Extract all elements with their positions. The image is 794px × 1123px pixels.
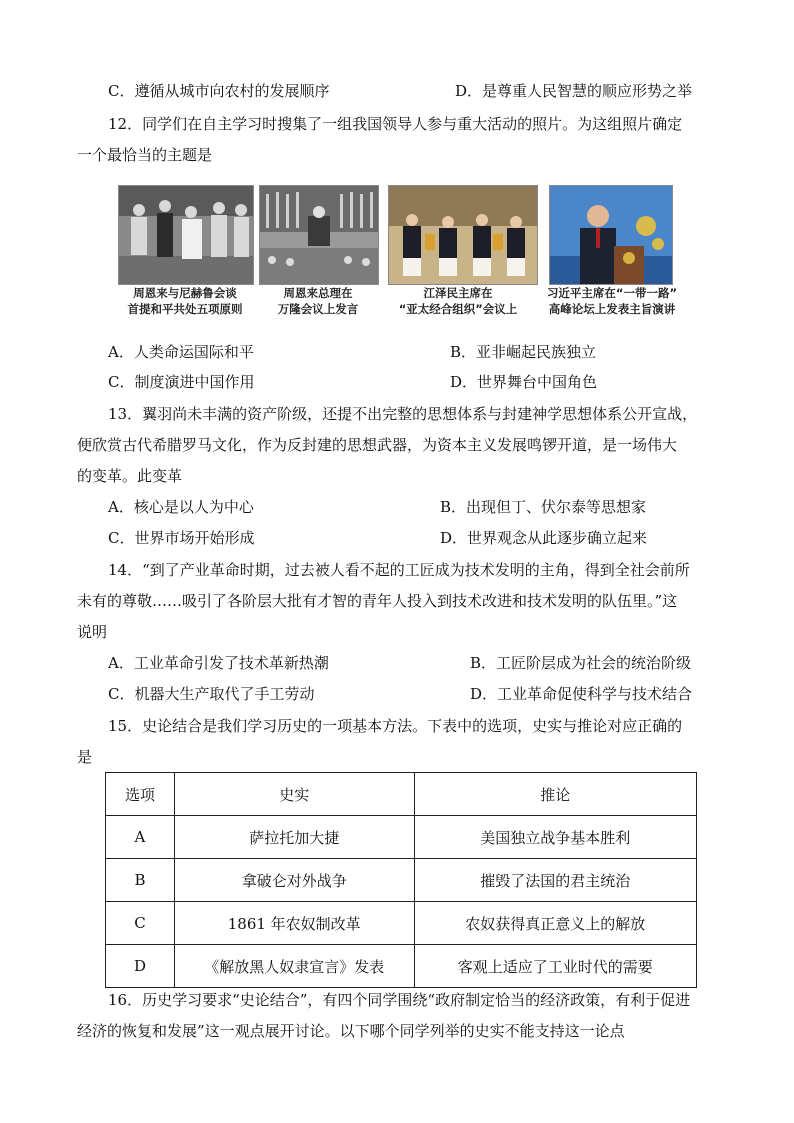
photo-caption-3: 江泽民主席在 “亚太经合组织”会议上	[398, 286, 518, 316]
table-cell: B	[106, 859, 175, 902]
q13-stem-line2: 便欣赏古代希腊罗马文化，作为反封建的思想武器，为资本主义发展鸣锣开道，是一场伟大	[77, 436, 678, 454]
table-header-cell: 推论	[414, 773, 696, 816]
q12-option-d: D．世界舞台中国角色	[450, 373, 598, 391]
photo-zhou-nehru	[118, 185, 254, 285]
table-row	[106, 816, 697, 859]
table-row	[106, 902, 697, 945]
photo-belt-and-road-forum	[549, 185, 673, 285]
table-cell: A	[106, 816, 175, 859]
q12-option-a: A．人类命运国际和平	[108, 343, 254, 361]
photo-caption-4: 习近平主席在“一带一路” 高峰论坛上发表主旨演讲	[546, 286, 678, 316]
q14-option-c: C．机器大生产取代了手工劳动	[108, 685, 315, 703]
q12-stem-line2: 一个最恰当的主题是	[77, 146, 213, 164]
table-header-cell: 选项	[106, 773, 175, 816]
table-cell: 摧毁了法国的君主统治	[414, 859, 696, 902]
table-cell: 拿破仑对外战争	[174, 859, 414, 902]
q14-option-a: A．工业革命引发了技术革新热潮	[108, 654, 329, 672]
q12-option-b: B．亚非崛起民族独立	[450, 343, 597, 361]
q13-option-a: A．核心是以人为中心	[108, 498, 254, 516]
q16-stem-line2: 经济的恢复和发展”这一观点展开讨论。以下哪个同学列举的史实不能支持这一论点	[77, 1022, 625, 1040]
q13-option-d: D．世界观念从此逐步确立起来	[440, 529, 648, 547]
q11-option-c: C．遵循从城市向农村的发展顺序	[108, 82, 330, 100]
table-cell: 美国独立战争基本胜利	[414, 816, 696, 859]
q15-stem-line1: 15．史论结合是我们学习历史的一项基本方法。下表中的选项，史实与推论对应正确的	[108, 717, 683, 735]
table-cell: 客观上适应了工业时代的需要	[414, 945, 696, 988]
table-cell: 萨拉托加大捷	[174, 816, 414, 859]
table-header-row	[106, 773, 697, 816]
q14-stem-line2: 未有的尊敬……吸引了各阶层大批有才智的青年人投入到技术改进和技术发明的队伍里。”这	[77, 592, 678, 610]
q13-stem-line3: 的变革。此变革	[77, 467, 183, 485]
q13-stem-line1: 13．翼羽尚未丰满的资产阶级，还提不出完整的思想体系与封建神学思想体系公开宣战，	[108, 405, 698, 423]
photo-bandung-conference	[259, 185, 379, 285]
table-cell: 农奴获得真正意义上的解放	[414, 902, 696, 945]
q12-stem-line1: 12．同学们在自主学习时搜集了一组我国领导人参与重大活动的照片。为这组照片确定	[108, 115, 683, 133]
photo-caption-2: 周恩来总理在 万隆会议上发言	[277, 286, 359, 316]
table-cell: C	[106, 902, 175, 945]
table-cell: 1861 年农奴制改革	[174, 902, 414, 945]
q12-option-c: C．制度演进中国作用	[108, 373, 255, 391]
table-row	[106, 945, 697, 988]
q14-option-b: B．工匠阶层成为社会的统治阶级	[470, 654, 692, 672]
table-header-cell: 史实	[174, 773, 414, 816]
q13-option-c: C．世界市场开始形成	[108, 529, 255, 547]
q16-stem-line1: 16．历史学习要求“史论结合”，有四个同学围绕“政府制定恰当的经济政策，有利于促进	[108, 991, 691, 1009]
table-cell: D	[106, 945, 175, 988]
photo-apec-meeting	[388, 185, 538, 285]
q15-stem-line2: 是	[77, 748, 93, 766]
q11-option-d: D．是尊重人民智慧的顺应形势之举	[455, 82, 693, 100]
history-table	[105, 772, 697, 988]
q13-option-b: B．出现但丁、伏尔泰等思想家	[440, 498, 647, 516]
q14-stem-line1: 14．“到了产业革命时期，过去被人看不起的工匠成为技术发明的主角，得到全社会前所	[108, 561, 690, 579]
q14-option-d: D．工业革命促使科学与技术结合	[470, 685, 693, 703]
table-cell: 《解放黑人奴隶宣言》发表	[174, 945, 414, 988]
table-row	[106, 859, 697, 902]
q14-stem-line3: 说明	[77, 623, 108, 641]
photo-caption-1: 周恩来与尼赫鲁会谈 首提和平共处五项原则	[127, 286, 243, 316]
